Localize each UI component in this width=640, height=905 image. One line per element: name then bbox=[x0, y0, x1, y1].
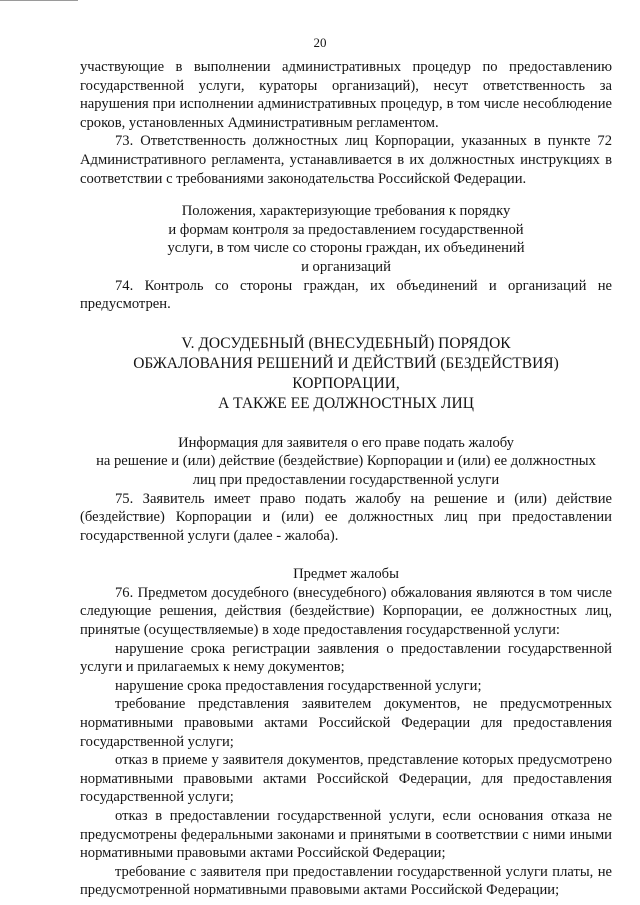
paragraph-73: 73. Ответственность должностных лиц Корпорации, указанных в пункте 72 Административного регламента, устанавливается в их должностных инструкциях в соответствии с требованиями законодательства Российской Федерации. bbox=[80, 133, 612, 187]
document-body bbox=[80, 58, 612, 900]
section-title-line: V. ДОСУДЕБНЫЙ (ВНЕСУДЕБНЫЙ) ПОРЯДОК bbox=[181, 334, 511, 352]
heading-line: лиц при предоставлении государственной услуги bbox=[192, 471, 500, 488]
heading-line: Положения, характеризующие требования к порядку bbox=[181, 203, 511, 220]
list-item: требование с заявителя при предоставлении государственной услуги платы, не предусмотренной нормативными правовыми актами Российской Федерации; bbox=[80, 863, 612, 899]
heading-line: и организаций bbox=[301, 258, 391, 275]
heading-control-requirements bbox=[80, 202, 612, 276]
heading-line: Информация для заявителя о его праве подать жалобу bbox=[178, 434, 514, 451]
section-title-line: А ТАКЖЕ ЕЕ ДОЛЖНОСТНЫХ ЛИЦ bbox=[218, 394, 474, 412]
section-v-title bbox=[80, 334, 612, 414]
scan-corner-line bbox=[0, 0, 78, 1]
list-item: требование представления заявителем документов, не предусмотренных нормативными правовыми актами Российской Федерации для предоставления государственной услуги; bbox=[80, 696, 612, 750]
paragraph-74: 74. Контроль со стороны граждан, их объединений и организаций не предусмотрен. bbox=[80, 277, 612, 313]
heading-line: услуги, в том числе со стороны граждан, их объединений bbox=[167, 240, 525, 257]
heading-line: на решение и (или) действие (бездействие) Корпорации и (или) ее должностных bbox=[96, 453, 596, 470]
list-item: нарушение срока предоставления государственной услуги; bbox=[115, 677, 482, 694]
list-item: отказ в предоставлении государственной услуги, если основания отказа не предусмотрены федеральными законами и принятыми в соответствии с ними иными нормативными правовыми актами Российской Федерации; bbox=[80, 808, 612, 862]
section-title-line: ОБЖАЛОВАНИЯ РЕШЕНИЙ И ДЕЙСТВИЙ (БЕЗДЕЙСТВИЯ) КОРПОРАЦИИ, bbox=[133, 354, 559, 392]
page-number: 20 bbox=[313, 35, 327, 50]
heading-line: и формам контроля за предоставлением государственной bbox=[168, 221, 524, 238]
paragraph-continuation: участвующие в выполнении административных процедур по предоставлению государственной услуги, кураторы организаций), несут ответственность за нарушения при исполнении административных процедур, в том числе несоблюдение сроков, установленных Административным регламентом. bbox=[80, 59, 612, 131]
heading-complaint-subject: Предмет жалобы bbox=[293, 566, 399, 583]
list-item: отказ в приеме у заявителя документов, представление которых предусмотрено нормативными правовыми актами Российской Федерации, для предоставления государственной услуги; bbox=[80, 752, 612, 806]
heading-complaint-info bbox=[80, 434, 612, 490]
list-item: нарушение срока регистрации заявления о предоставлении государственной услуги и прилагаемых к нему документов; bbox=[80, 640, 612, 676]
paragraph-75: 75. Заявитель имеет право подать жалобу на решение и (или) действие (бездействие) Корпорации и (или) ее должностных лиц при предоставлении государственной услуги (далее - жалоба). bbox=[80, 490, 612, 544]
paragraph-76: 76. Предметом досудебного (внесудебного) обжалования являются в том числе следующие решения, действия (бездействие) Корпорации, ее должностных лиц, принятые (осуществляемые) в ходе предоставления государственной услуги: bbox=[80, 584, 612, 639]
